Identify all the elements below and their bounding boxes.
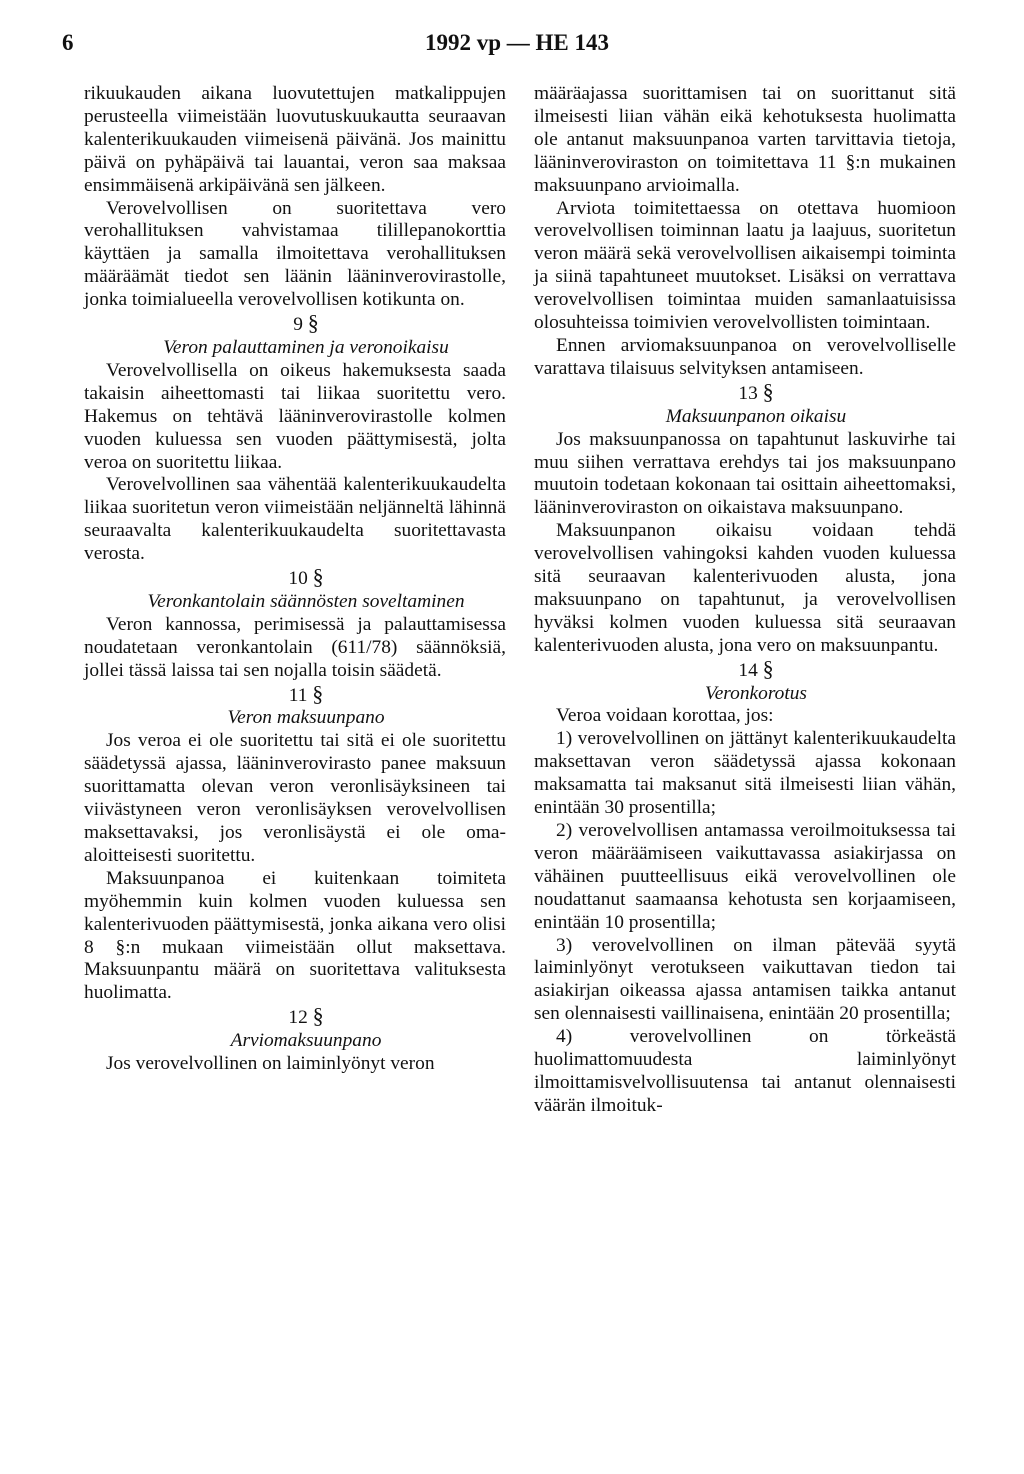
section-number: 9 § — [293, 310, 319, 336]
section-title: Veronkorotus — [705, 682, 807, 704]
paragraph: Jos veroa ei ole suoritettu tai sitä ei ole suoritettu säädetyssä ajassa, lääninverovirasto panee maksuun suorittamatta olevan veron veronlisäyksineen tai viivästyneen veron veronlisäyksen verovelvollisen maksettavaksi, jos veronlisäystä ei ole oma-aloitteisesti suoritettu. — [84, 730, 506, 866]
list-item: 2) verovelvollisen antamassa veroilmoituksessa tai veron määräämiseen vaikuttavassa asiakirjassa on vähäinen puutteellisuus eikä verovelvollinen ole noudattanut saamaansa kehotusta sen korjaamiseen, enintään 10 prosentilla; — [534, 820, 956, 933]
section-number: 13 § — [738, 378, 774, 404]
section-number: 10 § — [288, 564, 324, 590]
section-number: 11 § — [288, 680, 324, 706]
paragraph: Verovelvollinen saa vähentää kalenterikuukaudelta liikaa suoritetun veron viimeistään neljänneltä lähinnä seuraavalta kalenterikuukaudelta suoritettavasta verosta. — [84, 474, 506, 565]
section-title: Maksuunpanon oikaisu — [665, 405, 847, 427]
page-header — [62, 30, 972, 60]
paragraph: Veroa voidaan korottaa, jos: — [556, 705, 774, 727]
section-sign-icon: § — [762, 378, 774, 404]
section-number: 12 § — [288, 1003, 324, 1029]
section-sign-icon: § — [307, 310, 319, 336]
right-column — [534, 83, 956, 1118]
section-sign-icon: § — [312, 1003, 324, 1029]
paragraph: Jos maksuunpanossa on tapahtunut laskuvirhe tai muu siihen verrattava erehdys tai jos maksuunpano muutoin todetaan kokonaan tai osittain aiheettomaksi, lääninveroviraston on oikaistava maksuunpano. — [534, 428, 956, 519]
paragraph: Verovelvollisen on suoritettava vero verohallituksen vahvistamaa tilillepanokorttia käyttäen ja samalla ilmoitettava verohallituksen määräämät tiedot sen läänin lääninverovirastolle, jonka toimialueella verovelvollisen kotikunta on. — [84, 197, 506, 311]
running-head: 1992 vp — HE 143 — [424, 30, 610, 55]
section-title: Veronkantolain säännösten soveltaminen — [147, 590, 465, 612]
paragraph: määräajassa suorittamisen tai on suorittanut sitä ilmeisesti liian vähän eikä kehotuksesta huolimatta ole antanut maksuunpanoa varten tarvittavia tietoja, lääninveroviraston on toimitettava 11 §:n mukainen maksuunpano arvioimalla. — [534, 83, 956, 196]
list-item: 1) verovelvollinen on jättänyt kalenterikuukaudelta maksettavan veron säädetyssä ajassa kokonaan maksamatta tai maksanut sitä ilmeisesti liian vähän, enintään 30 prosentilla; — [534, 728, 956, 819]
paragraph: Maksuunpanon oikaisu voidaan tehdä verovelvollisen vahingoksi kahden vuoden kuluessa sitä seuraavan kalenterivuoden alusta, jona maksuunpano on tapahtunut, ja verovelvollisen hyväksi kolmen vuoden kuluessa sitä seuraavan kalenterivuoden alusta, jona vero on maksuunpantu. — [534, 520, 956, 656]
left-column — [84, 83, 506, 1076]
section-title: Veron palauttaminen ja veronoikaisu — [163, 336, 449, 358]
section-sign-icon: § — [312, 564, 324, 590]
section-title: Veron maksuunpano — [227, 707, 385, 729]
paragraph: Maksuunpanoa ei kuitenkaan toimiteta myöhemmin kuin kolmen vuoden kuluessa sen kalenterivuoden päättymisestä, jonka aikana vero olisi 8 §:n mukaan viimeistään ollut maksettava. Maksuunpantu määrä on suoritettava valituksesta huolimatta. — [84, 867, 506, 1004]
paragraph: Verovelvollisella on oikeus hakemuksesta saada takaisin aiheettomasti tai liikaa suoritettu vero. Hakemus on tehtävä lääninverovirastolle kolmen vuoden kuluessa sen vuoden päättymisestä, jolta veroa on suoritettu liikaa. — [84, 359, 506, 473]
list-item: 3) verovelvollinen on ilman pätevää syytä laiminlyönyt verotukseen vaikuttavan tiedon tai asiakirjan oikeassa ajassa antamisen taikka antanut sen olennaisesti vaillinaisena, enintään 20 prosentilla; — [534, 934, 956, 1025]
page-number: 6 — [62, 30, 74, 55]
section-number: 14 § — [738, 655, 774, 681]
section-sign-icon: § — [312, 680, 324, 706]
paragraph: Jos verovelvollinen on laiminlyönyt veron — [106, 1053, 435, 1075]
paragraph: Ennen arviomaksuunpanoa on verovelvolliselle varattava tilaisuus selvityksen antamiseen. — [534, 334, 956, 379]
paragraph: rikuukauden aikana luovutettujen matkalippujen perusteella viimeistään luovutuskuukautta seuraavan kalenterikuukauden viimeisenä päivänä. Jos mainittu päivä on pyhäpäivä tai lauantai, veron saa maksaa ensimmäisenä arkipäivänä sen jälkeen. — [84, 83, 506, 196]
section-title: Arviomaksuunpano — [230, 1030, 382, 1052]
section-sign-icon: § — [762, 655, 774, 681]
paragraph: Arviota toimitettaessa on otettava huomioon verovelvollisen toiminnan laatu ja laajuus, suoritetun veron määrä sekä verovelvollisen aikaisempi toiminta ja siinä tapahtuneet muutokset. Lisäksi on verrattava verovelvollisen toimintaa muiden samanlaatuisissa olosuhteissa toimivien verovelvollisten toimintaan. — [534, 197, 956, 334]
paragraph: Veron kannossa, perimisessä ja palauttamisessa noudatetaan veronkantolain (611/78) säännöksiä, jollei tässä laissa tai sen nojalla toisin säädetä. — [84, 613, 506, 681]
list-item: 4) verovelvollinen on törkeästä huolimattomuudesta laiminlyönyt ilmoittamisvelvollisuutensa tai antanut olennaisesti väärän ilmoituk- — [534, 1026, 956, 1116]
